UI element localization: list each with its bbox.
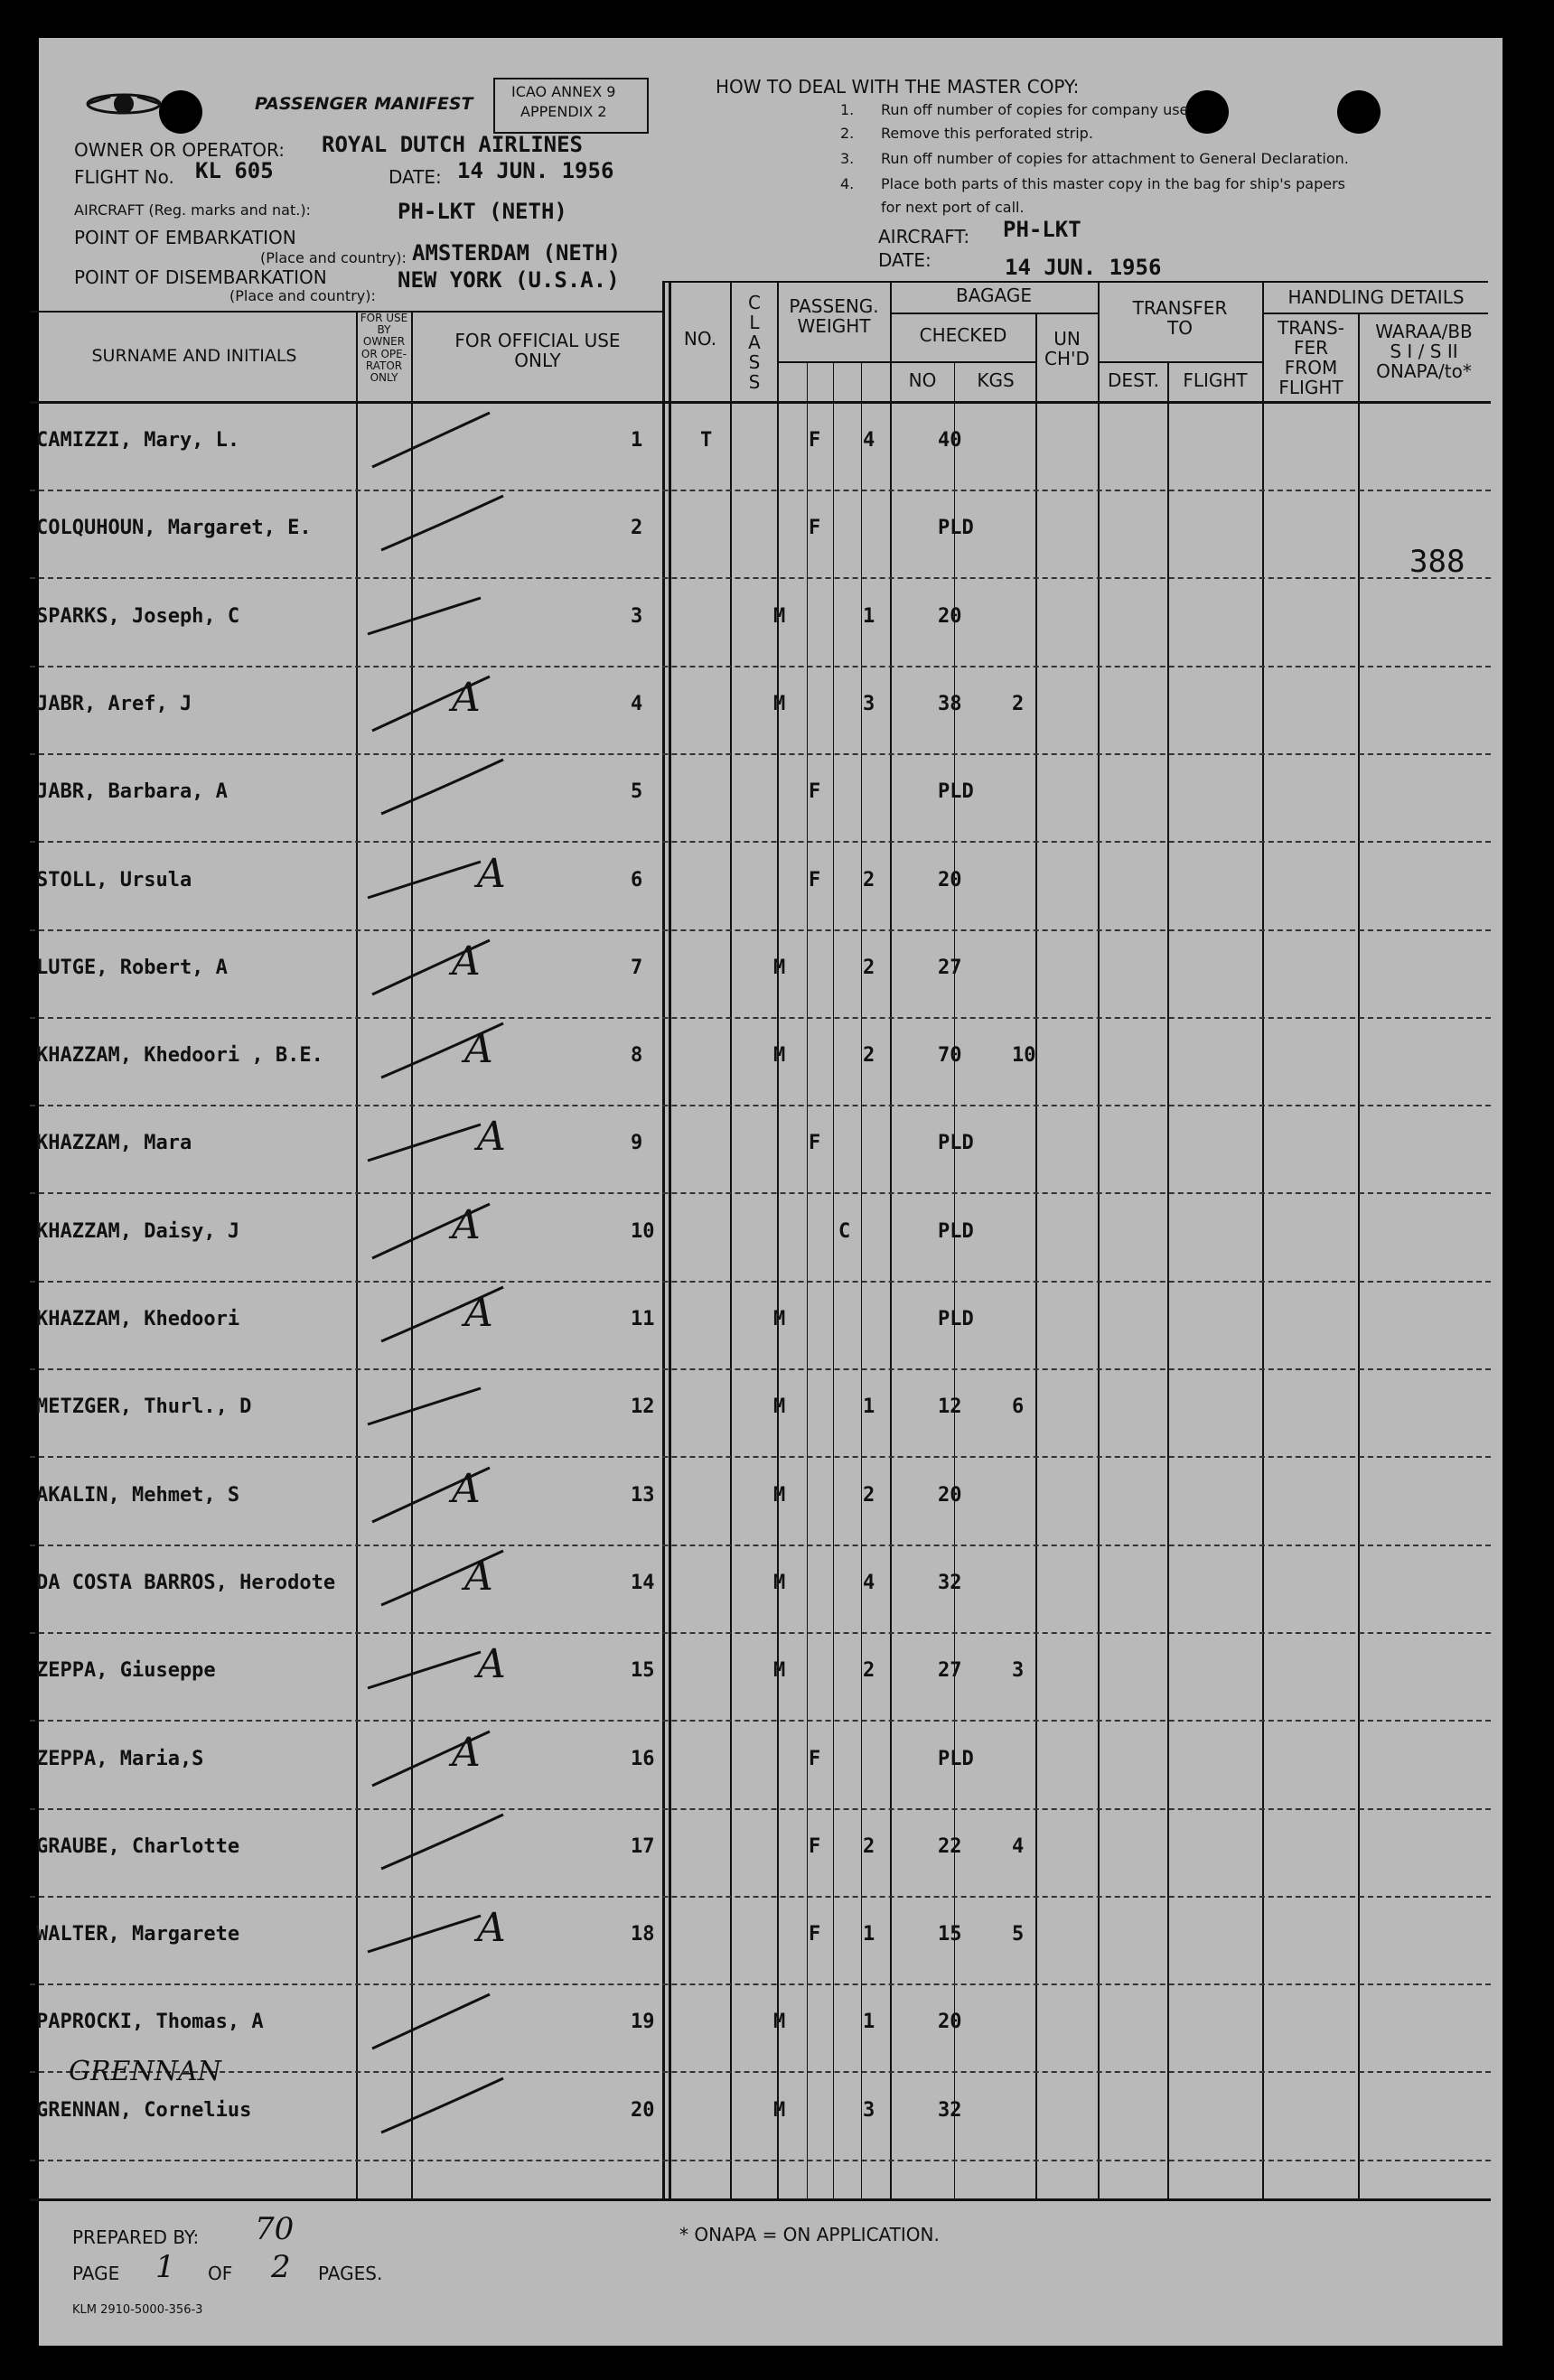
seat-number: 14 (631, 1571, 655, 1594)
passenger-row (0, 1722, 1554, 1810)
tick-slash-mark (354, 1274, 535, 1364)
col-official-use: FOR OFFICIAL USE ONLY (454, 330, 621, 371)
passenger-weight: M (773, 604, 786, 628)
col-kgs: KGS (977, 369, 1015, 391)
page-label: PAGE (72, 2263, 120, 2284)
instruction-num: 1. (840, 101, 855, 118)
pages-value: 2 (271, 2249, 291, 2285)
official-mark: A (452, 1729, 481, 1776)
passenger-weight: F (809, 868, 821, 891)
official-mark: A (464, 1290, 493, 1336)
passenger-weight: M (773, 1483, 786, 1507)
unchecked-bags: 4 (1012, 1834, 1025, 1858)
passenger-row (0, 404, 1554, 491)
bag-kgs: PLD (938, 1132, 974, 1155)
seat-number: 16 (631, 1747, 655, 1770)
instruction-text: Remove this perforated strip. (881, 125, 1093, 142)
passenger-weight: F (809, 429, 821, 452)
passenger-row (0, 1898, 1554, 1985)
bag-kgs: PLD (938, 1308, 974, 1330)
passenger-name: GRAUBE, Charlotte (36, 1834, 240, 1858)
embark-value: AMSTERDAM (NETH) (412, 240, 622, 266)
passenger-name: COLQUHOUN, Margaret, E. (36, 517, 312, 540)
instruction-num: 2. (840, 125, 855, 142)
passenger-weight: F (809, 1747, 821, 1770)
bag-kgs: 27 (938, 956, 962, 979)
instr-date-value: 14 JUN. 1956 (1005, 255, 1162, 280)
official-mark: A (464, 1553, 493, 1600)
passenger-row (0, 755, 1554, 843)
col-weight: PASSENG. WEIGHT (789, 295, 879, 337)
onapa-note: * ONAPA = ON APPLICATION. (679, 2224, 940, 2245)
seat-number: 20 (631, 2098, 655, 2122)
seat-number: 9 (631, 1132, 643, 1155)
date-value: 14 JUN. 1956 (457, 158, 614, 183)
seat-number: 6 (631, 868, 643, 891)
passenger-row (0, 1459, 1554, 1546)
passenger-weight: M (773, 956, 786, 979)
table-bottom-line (30, 2198, 1491, 2201)
passenger-weight: M (773, 2011, 786, 2034)
bag-kgs: 12 (938, 1395, 962, 1419)
passenger-name: KHAZZAM, Mara (36, 1132, 192, 1155)
col-bagage: BAGAGE (955, 285, 1032, 306)
tick-slash-mark (354, 1976, 535, 2067)
passenger-row (0, 667, 1554, 755)
weight-sub-line (777, 361, 890, 363)
passenger-name: ZEPPA, Maria,S (36, 1747, 204, 1770)
seat-number: 5 (631, 780, 643, 804)
unchecked-bags: 3 (1012, 1659, 1025, 1683)
bag-count: 2 (863, 1044, 875, 1068)
transfer-sub-line (1098, 361, 1262, 363)
page-value: 1 (155, 2249, 175, 2285)
stamp-number: 388 (1409, 544, 1465, 580)
disembark-label: POINT OF DISEMBARKATION (74, 266, 327, 288)
tick-slash-mark (354, 2065, 535, 2155)
handwritten-correction: GRENNAN (69, 2056, 221, 2087)
passenger-row (0, 1019, 1554, 1106)
passenger-row (0, 2074, 1554, 2161)
passenger-row (0, 1370, 1554, 1458)
bag-count: 1 (863, 604, 875, 628)
aircraft-label: AIRCRAFT (Reg. marks and nat.): (74, 201, 311, 219)
unchecked-bags: 2 (1012, 692, 1025, 715)
seat-number: 18 (631, 1923, 655, 1946)
unchecked-bags: 6 (1012, 1395, 1025, 1419)
flight-value: KL 605 (195, 158, 274, 183)
passenger-weight: F (809, 1834, 821, 1858)
bag-kgs: 38 (938, 692, 962, 715)
col-checked: CHECKED (919, 324, 1007, 346)
passenger-name: JABR, Aref, J (36, 692, 192, 715)
seat-number: 17 (631, 1834, 655, 1858)
bag-count: 2 (863, 1834, 875, 1858)
disembark-value: NEW YORK (U.S.A.) (398, 267, 620, 293)
passenger-name: METZGER, Thurl., D (36, 1395, 252, 1419)
passenger-name: KHAZZAM, Khedoori (36, 1308, 240, 1330)
row-separator (30, 2160, 1491, 2161)
seat-number: 7 (631, 956, 643, 979)
bag-kgs: 20 (938, 604, 962, 628)
bag-kgs: PLD (938, 780, 974, 804)
col-waraa: WARAA/BB S I / S II ONAPA/to* (1375, 321, 1473, 382)
prepared-value: 70 (255, 2211, 295, 2247)
passenger-class: T (700, 429, 713, 452)
seat-number: 8 (631, 1044, 643, 1068)
seat-number: 19 (631, 2011, 655, 2034)
seat-number: 15 (631, 1659, 655, 1683)
official-mark: A (452, 938, 481, 985)
owner-value: ROYAL DUTCH AIRLINES (322, 132, 583, 157)
tick-slash-mark (354, 1537, 535, 1628)
passenger-row (0, 580, 1554, 667)
bag-count: 1 (863, 1395, 875, 1419)
tick-slash-mark (354, 1801, 535, 1891)
bag-kgs: 15 (938, 1923, 962, 1946)
instruction-num: 4. (840, 175, 855, 192)
passenger-row (0, 1283, 1554, 1370)
seat-number: 11 (631, 1308, 655, 1330)
seat-number: 13 (631, 1483, 655, 1507)
bag-count: 2 (863, 956, 875, 979)
instr-aircraft-value: PH-LKT (1003, 217, 1081, 242)
form-title: PASSENGER MANIFEST (255, 94, 473, 114)
bag-kgs: 32 (938, 2098, 962, 2122)
passenger-row (0, 1634, 1554, 1722)
tick-slash-mark (354, 922, 535, 1013)
tick-slash-mark (354, 1713, 535, 1804)
pages-label: PAGES. (318, 2263, 383, 2284)
bag-count: 4 (863, 429, 875, 452)
passenger-row (0, 844, 1554, 931)
passenger-name: LUTGE, Robert, A (36, 956, 228, 979)
tick-slash-mark (354, 395, 535, 485)
instr-aircraft-label: AIRCRAFT: (878, 226, 970, 247)
tick-slash-mark (354, 746, 535, 836)
passenger-row (0, 491, 1554, 579)
tick-slash-mark (354, 658, 535, 749)
tick-slash-mark (354, 1361, 535, 1451)
handling-sub-line (1262, 313, 1488, 314)
bag-kgs: 40 (938, 429, 962, 452)
owner-label: OWNER OR OPERATOR: (74, 139, 285, 161)
passenger-name: KHAZZAM, Daisy, J (36, 1219, 240, 1243)
passenger-weight: M (773, 1659, 786, 1683)
passenger-weight: F (809, 1132, 821, 1155)
passenger-row (0, 1546, 1554, 1634)
passenger-row (0, 931, 1554, 1019)
col-surname: SURNAME AND INITIALS (91, 346, 297, 366)
table-top-line-right (664, 281, 1488, 283)
bag-kgs: 20 (938, 2011, 962, 2034)
flight-label: FLIGHT No. (74, 166, 174, 188)
passenger-name: DA COSTA BARROS, Herodote (36, 1571, 336, 1594)
seat-number: 4 (631, 692, 643, 715)
passenger-name: AKALIN, Mehmet, S (36, 1483, 240, 1507)
col-no: NO. (683, 328, 717, 350)
official-mark: A (477, 1641, 506, 1688)
seat-number: 2 (631, 517, 643, 540)
bag-kgs: 20 (938, 1483, 962, 1507)
table-top-line (30, 311, 662, 313)
bag-count: 2 (863, 1659, 875, 1683)
passenger-row (0, 1106, 1554, 1194)
instruction-text: Run off number of copies for attachment to General Declaration. (881, 150, 1349, 167)
tick-slash-mark (354, 835, 535, 925)
aircraft-value: PH-LKT (NETH) (398, 199, 567, 224)
passenger-name: WALTER, Margarete (36, 1923, 240, 1946)
bag-count: 4 (863, 1571, 875, 1594)
punch-hole (1337, 90, 1381, 134)
passenger-name: JABR, Barbara, A (36, 780, 228, 804)
tick-slash-mark (354, 571, 535, 661)
tick-slash-mark (354, 1186, 535, 1276)
disembark-sub: (Place and country): (229, 287, 376, 304)
instructions-title: HOW TO DEAL WITH THE MASTER COPY: (716, 76, 1080, 98)
col-flight: FLIGHT (1183, 369, 1248, 391)
of-label: OF (208, 2263, 233, 2284)
passenger-weight: M (773, 1571, 786, 1594)
bag-kgs: 70 (938, 1044, 962, 1068)
tick-slash-mark (354, 1889, 535, 1979)
instr-date-label: DATE: (878, 249, 931, 271)
passenger-weight: M (773, 2098, 786, 2122)
col-bag-no: NO (908, 369, 937, 391)
passenger-name: CAMIZZI, Mary, L. (36, 429, 240, 452)
embark-label: POINT OF EMBARKATION (74, 227, 296, 248)
klm-crown-logo-icon (83, 83, 164, 125)
date-label: DATE: (388, 166, 442, 188)
prepared-label: PREPARED BY: (72, 2226, 200, 2248)
punch-hole (159, 90, 202, 134)
form-code: KLM 2910-5000-356-3 (72, 2303, 203, 2317)
unchecked-bags: 10 (1012, 1044, 1036, 1068)
seat-number: 1 (631, 429, 643, 452)
bag-kgs: 27 (938, 1659, 962, 1683)
bag-count: 2 (863, 1483, 875, 1507)
tick-slash-mark (354, 1010, 535, 1100)
official-mark: A (452, 1465, 481, 1512)
bag-count: 3 (863, 2098, 875, 2122)
bag-kgs: PLD (938, 517, 974, 540)
col-transfer: TRANSFER TO (1132, 297, 1228, 339)
icao-appendix: APPENDIX 2 (520, 103, 607, 120)
passenger-weight: M (773, 1044, 786, 1068)
passenger-weight: F (809, 1923, 821, 1946)
bag-kgs: 20 (938, 868, 962, 891)
passenger-weight: M (773, 1308, 786, 1330)
passenger-weight: F (809, 517, 821, 540)
col-owner-use: FOR USE BY OWNER OR OPE- RATOR ONLY (360, 312, 408, 384)
bagage-sub-line (890, 313, 1098, 314)
checked-sub-line (890, 361, 1035, 363)
seat-number: 10 (631, 1219, 655, 1243)
embark-sub: (Place and country): (260, 249, 407, 266)
icao-annex: ICAO ANNEX 9 (511, 83, 616, 100)
bag-count: 2 (863, 868, 875, 891)
col-dest: DEST. (1108, 369, 1159, 391)
official-mark: A (477, 1114, 506, 1161)
col-transfer-from: TRANS- FER FROM FLIGHT (1278, 317, 1344, 398)
bag-count: 1 (863, 1923, 875, 1946)
passenger-weight: M (773, 692, 786, 715)
passenger-weight: F (809, 780, 821, 804)
passenger-weight: M (773, 1395, 786, 1419)
passenger-name: SPARKS, Joseph, C (36, 604, 240, 628)
passenger-name: KHAZZAM, Khedoori , B.E. (36, 1044, 323, 1068)
bag-kgs: 22 (938, 1834, 962, 1858)
bag-kgs: PLD (938, 1747, 974, 1770)
official-mark: A (452, 1201, 481, 1248)
tick-slash-mark (354, 482, 535, 573)
instruction-num: 3. (840, 150, 855, 167)
tick-slash-mark (354, 1625, 535, 1715)
instruction-text: Run off number of copies for company use. (881, 101, 1194, 118)
bag-kgs: 32 (938, 1571, 962, 1594)
passenger-name: PAPROCKI, Thomas, A (36, 2011, 264, 2034)
tick-slash-mark (354, 1097, 535, 1188)
instruction-text: for next port of call. (881, 199, 1025, 216)
passenger-row (0, 1810, 1554, 1898)
bag-count: 3 (863, 692, 875, 715)
seat-number: 3 (631, 604, 643, 628)
official-mark: A (452, 674, 481, 721)
instruction-text: Place both parts of this master copy in the bag for ship's papers (881, 175, 1345, 192)
bag-count: 1 (863, 2011, 875, 2034)
col-handling: HANDLING DETAILS (1287, 286, 1465, 308)
unchecked-bags: 5 (1012, 1923, 1025, 1946)
passenger-row (0, 1195, 1554, 1283)
col-unchd: UN CH'D (1044, 328, 1090, 369)
official-mark: A (477, 850, 506, 897)
seat-number: 12 (631, 1395, 655, 1419)
col-class: C L A S S (748, 292, 761, 393)
passenger-name: ZEPPA, Giuseppe (36, 1659, 216, 1683)
bag-kgs: PLD (938, 1219, 974, 1243)
tick-slash-mark (354, 1450, 535, 1540)
passenger-weight: C (838, 1219, 851, 1243)
passenger-row (0, 1985, 1554, 2073)
official-mark: A (477, 1905, 506, 1952)
official-mark: A (464, 1026, 493, 1073)
passenger-name: STOLL, Ursula (36, 868, 192, 891)
passenger-name: GRENNAN, Cornelius (36, 2098, 252, 2122)
